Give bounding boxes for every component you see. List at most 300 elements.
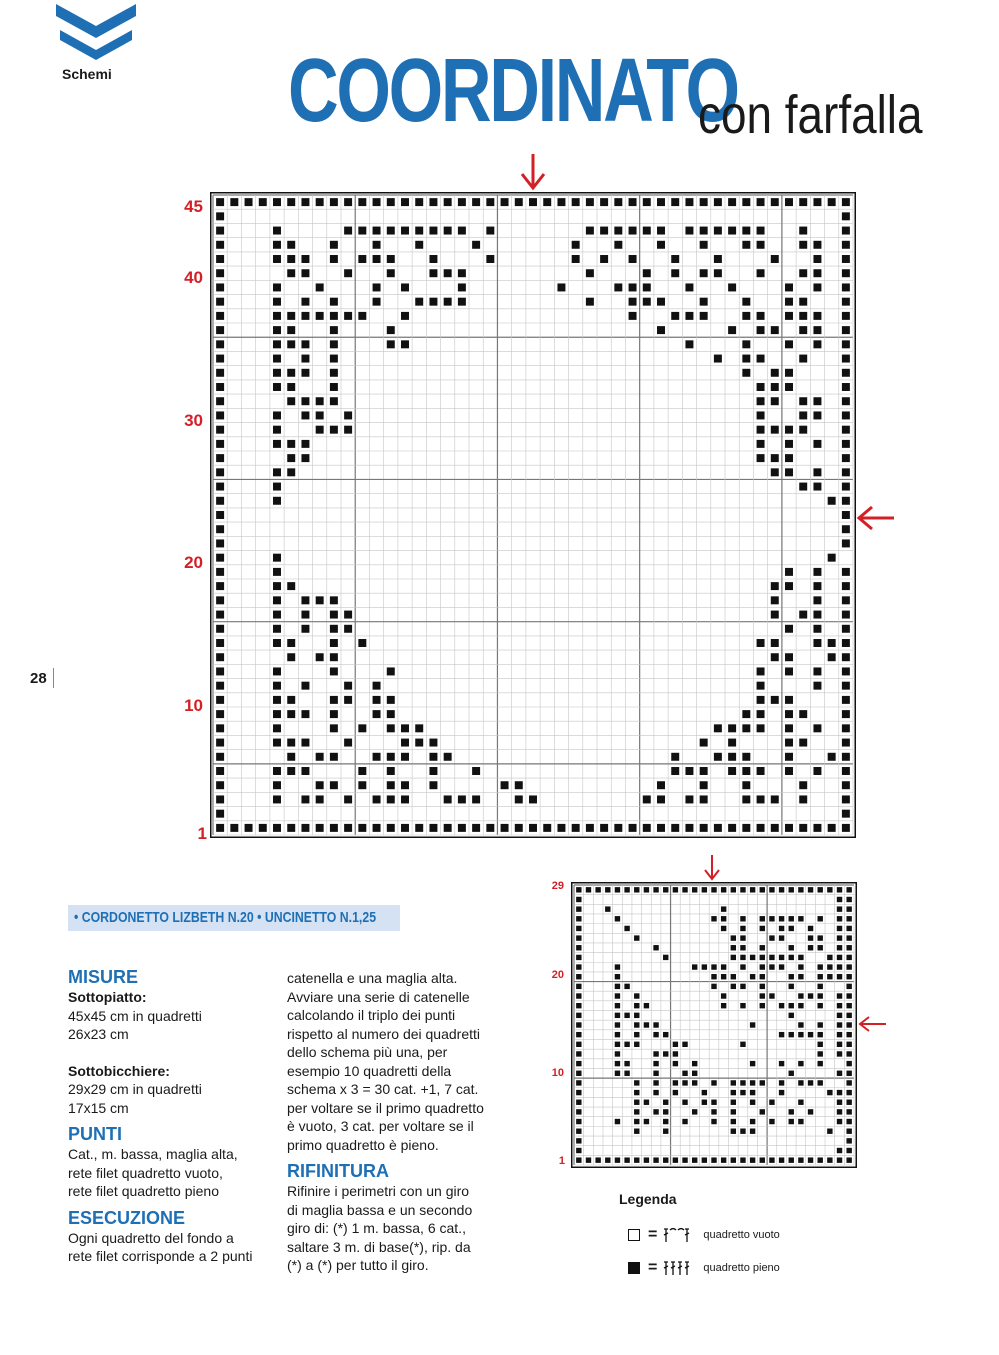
- filled-cell: [301, 255, 309, 263]
- filled-cell: [216, 369, 224, 377]
- filled-cell: [846, 1109, 851, 1114]
- filled-cell: [702, 1157, 707, 1162]
- filled-cell: [401, 283, 409, 291]
- filled-cell: [714, 255, 722, 263]
- text-column-2: [287, 969, 502, 1275]
- filled-cell: [813, 312, 821, 320]
- filled-cell: [789, 916, 794, 921]
- filled-cell: [837, 1042, 842, 1047]
- filled-cell: [429, 781, 437, 789]
- filled-cell: [742, 241, 750, 249]
- filled-cell: [344, 696, 352, 704]
- filled-cell: [846, 1080, 851, 1085]
- filled-cell: [673, 1157, 678, 1162]
- filled-cell: [657, 326, 665, 334]
- filled-cell: [813, 468, 821, 476]
- filled-cell: [615, 1022, 620, 1027]
- text-line: saltare 3 m. di base(*), rip. da: [287, 1238, 471, 1255]
- filled-cell: [472, 767, 480, 775]
- filled-cell: [358, 639, 366, 647]
- filled-cell: [837, 887, 842, 892]
- filled-cell: [769, 935, 774, 940]
- filled-cell: [842, 767, 850, 775]
- filled-cell: [742, 710, 750, 718]
- legend-empty: [628, 1226, 780, 1244]
- filled-cell: [301, 397, 309, 405]
- filled-cell: [731, 1157, 736, 1162]
- filled-cell: [789, 887, 794, 892]
- filled-cell: [731, 984, 736, 989]
- filled-cell: [216, 824, 224, 832]
- filled-cell: [842, 639, 850, 647]
- filled-cell: [629, 255, 637, 263]
- filled-cell: [671, 255, 679, 263]
- filled-cell: [798, 1061, 803, 1066]
- filled-cell: [685, 795, 693, 803]
- filled-cell: [273, 468, 281, 476]
- filled-cell: [700, 767, 708, 775]
- filled-cell: [287, 340, 295, 348]
- row-label: 10: [551, 1067, 564, 1079]
- filled-cell: [273, 255, 281, 263]
- filled-cell: [472, 198, 480, 206]
- filled-cell: [785, 753, 793, 761]
- filled-cell: [330, 696, 338, 704]
- filled-cell: [846, 1119, 851, 1124]
- filled-cell: [789, 1032, 794, 1037]
- filled-cell: [785, 653, 793, 661]
- filled-cell: [757, 767, 765, 775]
- text-line: Avviare una serie di catenelle: [287, 988, 470, 1005]
- filled-cell: [760, 974, 765, 979]
- filled-cell: [576, 993, 581, 998]
- filled-cell: [842, 611, 850, 619]
- filled-cell: [330, 753, 338, 761]
- text-line: di maglia bassa e un secondo: [287, 1201, 473, 1218]
- filled-cell: [216, 312, 224, 320]
- filled-cell: [387, 781, 395, 789]
- filled-cell: [771, 653, 779, 661]
- filled-cell: [634, 1032, 639, 1037]
- filled-cell: [799, 326, 807, 334]
- filled-cell: [663, 887, 668, 892]
- filled-cell: [757, 696, 765, 704]
- filled-cell: [373, 710, 381, 718]
- filled-cell: [216, 724, 224, 732]
- section-label: Schemi: [62, 66, 112, 82]
- filled-cell: [757, 269, 765, 277]
- filled-cell: [740, 1042, 745, 1047]
- filled-cell: [387, 710, 395, 718]
- filled-cell: [785, 298, 793, 306]
- filled-cell: [785, 824, 793, 832]
- filled-cell: [387, 340, 395, 348]
- filled-cell: [842, 383, 850, 391]
- filled-cell: [771, 255, 779, 263]
- filled-cell: [634, 1119, 639, 1124]
- filled-cell: [682, 1071, 687, 1076]
- filled-cell: [287, 326, 295, 334]
- filled-cell: [458, 795, 466, 803]
- filled-cell: [624, 984, 629, 989]
- filled-cell: [813, 582, 821, 590]
- filled-cell: [615, 916, 620, 921]
- filled-cell: [757, 312, 765, 320]
- filled-cell: [458, 298, 466, 306]
- filled-cell: [216, 739, 224, 747]
- filled-cell: [330, 298, 338, 306]
- filled-cell: [358, 227, 366, 235]
- text-line: Cat., m. bassa, maglia alta,: [68, 1146, 238, 1162]
- filled-cell: [614, 824, 622, 832]
- legend-title: Legenda: [619, 1191, 677, 1207]
- filled-cell: [837, 1013, 842, 1018]
- filled-cell: [757, 440, 765, 448]
- arrow-left-icon: [858, 1014, 888, 1034]
- filled-cell: [301, 739, 309, 747]
- filled-cell: [711, 1080, 716, 1085]
- filled-cell: [634, 993, 639, 998]
- filled-cell: [846, 1090, 851, 1095]
- filled-cell: [813, 611, 821, 619]
- filled-cell: [287, 369, 295, 377]
- filled-cell: [682, 1080, 687, 1085]
- filled-cell: [842, 739, 850, 747]
- filled-cell: [344, 227, 352, 235]
- filled-cell: [842, 724, 850, 732]
- filled-cell: [301, 710, 309, 718]
- filled-cell: [846, 1022, 851, 1027]
- filled-cell: [316, 781, 324, 789]
- row-label: 29: [551, 880, 564, 892]
- filled-cell: [779, 926, 784, 931]
- filled-cell: [750, 1100, 755, 1105]
- filled-cell: [798, 916, 803, 921]
- text-line: Ogni quadretto del fondo a: [68, 1229, 234, 1246]
- filled-cell: [771, 596, 779, 604]
- filled-cell: [330, 639, 338, 647]
- filled-cell: [643, 824, 651, 832]
- filled-cell: [615, 1119, 620, 1124]
- filled-cell: [273, 795, 281, 803]
- filled-cell: [216, 795, 224, 803]
- filled-cell: [785, 582, 793, 590]
- filled-cell: [813, 269, 821, 277]
- filled-cell: [750, 1061, 755, 1066]
- filled-cell: [846, 993, 851, 998]
- filled-cell: [837, 1109, 842, 1114]
- filled-cell: [798, 964, 803, 969]
- filled-cell: [444, 824, 452, 832]
- filled-cell: [401, 739, 409, 747]
- filled-cell: [846, 1157, 851, 1162]
- filled-cell: [287, 753, 295, 761]
- filled-cell: [595, 1157, 600, 1162]
- filled-cell: [643, 227, 651, 235]
- filled-cell: [750, 1157, 755, 1162]
- filled-cell: [731, 974, 736, 979]
- filled-cell: [711, 1157, 716, 1162]
- filled-cell: [216, 525, 224, 533]
- filled-cell: [742, 767, 750, 775]
- filled-cell: [846, 974, 851, 979]
- filled-cell: [344, 611, 352, 619]
- filled-cell: [700, 795, 708, 803]
- filled-cell: [444, 795, 452, 803]
- filled-cell: [344, 795, 352, 803]
- filled-cell: [757, 241, 765, 249]
- filled-cell: [742, 753, 750, 761]
- filled-cell: [731, 1119, 736, 1124]
- filled-cell: [273, 383, 281, 391]
- filled-cell: [771, 696, 779, 704]
- filled-cell: [330, 724, 338, 732]
- filled-cell: [799, 241, 807, 249]
- filled-cell: [842, 369, 850, 377]
- filled-cell: [846, 906, 851, 911]
- filled-cell: [643, 198, 651, 206]
- filled-cell: [216, 667, 224, 675]
- filled-cell: [572, 255, 580, 263]
- filled-cell: [415, 824, 423, 832]
- filled-cell: [330, 326, 338, 334]
- filled-cell: [842, 582, 850, 590]
- text-line: calcolando il triplo dei punti: [287, 1007, 456, 1023]
- filled-cell: [373, 198, 381, 206]
- filled-cell: [731, 945, 736, 950]
- filled-cell: [401, 824, 409, 832]
- filled-cell: [444, 298, 452, 306]
- filled-cell: [273, 710, 281, 718]
- filled-cell: [458, 824, 466, 832]
- filled-cell: [387, 667, 395, 675]
- filled-cell: [785, 739, 793, 747]
- filled-cell: [316, 824, 324, 832]
- text-column-1: [68, 966, 273, 1266]
- filled-cell: [714, 824, 722, 832]
- filled-cell: [742, 298, 750, 306]
- filled-cell: [799, 397, 807, 405]
- filled-cell: [663, 1032, 668, 1037]
- filled-cell: [728, 767, 736, 775]
- text-line: catenella e una maglia alta.: [287, 970, 458, 986]
- filled-cell: [813, 682, 821, 690]
- filled-cell: [842, 511, 850, 519]
- filled-cell: [740, 916, 745, 921]
- filled-cell: [415, 198, 423, 206]
- filled-cell: [842, 241, 850, 249]
- text-line: per voltare se il primo quadretto: [287, 1099, 484, 1116]
- filled-cell: [600, 198, 608, 206]
- filled-cell: [813, 625, 821, 633]
- filled-cell: [615, 887, 620, 892]
- text-line: è vuoto, 3 cat. per voltare se il: [287, 1118, 474, 1134]
- text-line: (*) a (*) per tutto il giro.: [287, 1257, 429, 1273]
- filled-cell: [301, 198, 309, 206]
- filled-cell: [301, 411, 309, 419]
- text-line: rispetto al numero dei quadretti: [287, 1025, 480, 1042]
- filled-cell: [700, 824, 708, 832]
- filled-cell: [373, 795, 381, 803]
- filled-cell: [846, 955, 851, 960]
- filled-cell: [779, 1032, 784, 1037]
- filled-cell: [586, 227, 594, 235]
- filled-cell: [846, 1138, 851, 1143]
- heading-rifinitura: RIFINITURA: [287, 1161, 389, 1181]
- filled-cell: [330, 355, 338, 363]
- filled-cell: [813, 724, 821, 732]
- filled-cell: [415, 739, 423, 747]
- filled-cell: [813, 667, 821, 675]
- filled-cell: [757, 397, 765, 405]
- text-line: 26x23 cm: [68, 1026, 129, 1042]
- filled-cell: [808, 1080, 813, 1085]
- filled-cell: [837, 935, 842, 940]
- filled-cell: [273, 781, 281, 789]
- filled-cell: [842, 824, 850, 832]
- filled-cell: [837, 926, 842, 931]
- page-number-divider: [53, 668, 54, 688]
- filled-cell: [842, 255, 850, 263]
- filled-cell: [813, 440, 821, 448]
- filled-cell: [771, 468, 779, 476]
- filled-cell: [557, 283, 565, 291]
- filled-cell: [785, 710, 793, 718]
- filled-cell: [344, 824, 352, 832]
- filled-cell: [785, 198, 793, 206]
- filled-cell: [837, 1090, 842, 1095]
- filled-cell: [757, 795, 765, 803]
- filled-cell: [216, 554, 224, 562]
- filled-cell: [216, 539, 224, 547]
- filled-cell: [216, 781, 224, 789]
- filled-cell: [846, 1071, 851, 1076]
- filled-cell: [799, 411, 807, 419]
- filled-cell: [700, 312, 708, 320]
- filled-cell: [721, 926, 726, 931]
- filled-cell: [515, 795, 523, 803]
- filled-cell: [643, 269, 651, 277]
- filled-cell: [750, 887, 755, 892]
- filled-cell: [330, 781, 338, 789]
- filled-cell: [387, 767, 395, 775]
- filled-cell: [789, 984, 794, 989]
- filled-cell: [653, 1071, 658, 1076]
- filled-cell: [769, 887, 774, 892]
- filled-cell: [771, 611, 779, 619]
- filled-cell: [543, 198, 551, 206]
- filled-cell: [760, 926, 765, 931]
- filled-cell: [837, 1032, 842, 1037]
- filled-cell: [757, 639, 765, 647]
- filled-mesh-stitch-icon: [663, 1260, 693, 1276]
- filled-cell: [842, 710, 850, 718]
- filled-cell: [614, 198, 622, 206]
- filled-cell: [721, 916, 726, 921]
- filled-cell: [728, 326, 736, 334]
- filled-cell: [273, 312, 281, 320]
- filled-cell: [624, 1157, 629, 1162]
- filled-cell: [779, 1157, 784, 1162]
- filled-cell: [771, 639, 779, 647]
- filled-cell: [387, 824, 395, 832]
- arrow-down-icon: [702, 854, 722, 882]
- filled-cell: [653, 1090, 658, 1095]
- filled-cell: [557, 824, 565, 832]
- filled-cell: [543, 824, 551, 832]
- filled-cell: [634, 1080, 639, 1085]
- filled-cell: [771, 198, 779, 206]
- filled-cell: [287, 739, 295, 747]
- filled-cell: [586, 198, 594, 206]
- filled-cell: [373, 696, 381, 704]
- filled-cell: [501, 781, 509, 789]
- filled-cell: [837, 1003, 842, 1008]
- filled-cell: [827, 1157, 832, 1162]
- filled-cell: [721, 1157, 726, 1162]
- filled-cell: [401, 312, 409, 320]
- filled-cell: [760, 1003, 765, 1008]
- filled-cell: [572, 198, 580, 206]
- filled-cell: [657, 227, 665, 235]
- filled-cell: [813, 397, 821, 405]
- filled-cell: [673, 1051, 678, 1056]
- filled-cell: [757, 227, 765, 235]
- filled-cell: [287, 468, 295, 476]
- filled-cell: [779, 964, 784, 969]
- filled-cell: [785, 696, 793, 704]
- filled-cell: [731, 1129, 736, 1134]
- filled-cell: [757, 724, 765, 732]
- legend-empty-label: quadretto vuoto: [703, 1229, 780, 1241]
- filled-cell: [515, 781, 523, 789]
- filled-cell: [216, 568, 224, 576]
- filled-cell: [721, 974, 726, 979]
- filled-cell: [846, 1042, 851, 1047]
- filled-cell: [344, 739, 352, 747]
- filled-cell: [740, 984, 745, 989]
- chart-small: [571, 882, 857, 1168]
- filled-cell: [486, 255, 494, 263]
- filled-cell: [216, 340, 224, 348]
- filled-cell: [789, 926, 794, 931]
- filled-cell: [472, 795, 480, 803]
- filled-cell: [657, 198, 665, 206]
- filled-cell: [769, 955, 774, 960]
- filled-cell: [273, 767, 281, 775]
- filled-cell: [644, 1022, 649, 1027]
- filled-cell: [344, 411, 352, 419]
- filled-cell: [344, 312, 352, 320]
- filled-cell: [700, 739, 708, 747]
- filled-cell: [842, 625, 850, 633]
- filled-cell: [576, 974, 581, 979]
- filled-cell: [287, 397, 295, 405]
- filled-cell: [216, 682, 224, 690]
- filled-cell: [572, 824, 580, 832]
- filled-cell: [216, 241, 224, 249]
- filled-cell: [742, 795, 750, 803]
- filled-cell: [653, 1080, 658, 1085]
- filled-cell: [657, 241, 665, 249]
- filled-cell: [785, 383, 793, 391]
- filled-cell: [330, 198, 338, 206]
- filled-cell: [842, 753, 850, 761]
- filled-cell: [287, 198, 295, 206]
- filled-cell: [429, 824, 437, 832]
- filled-cell: [557, 198, 565, 206]
- filled-cell: [287, 255, 295, 263]
